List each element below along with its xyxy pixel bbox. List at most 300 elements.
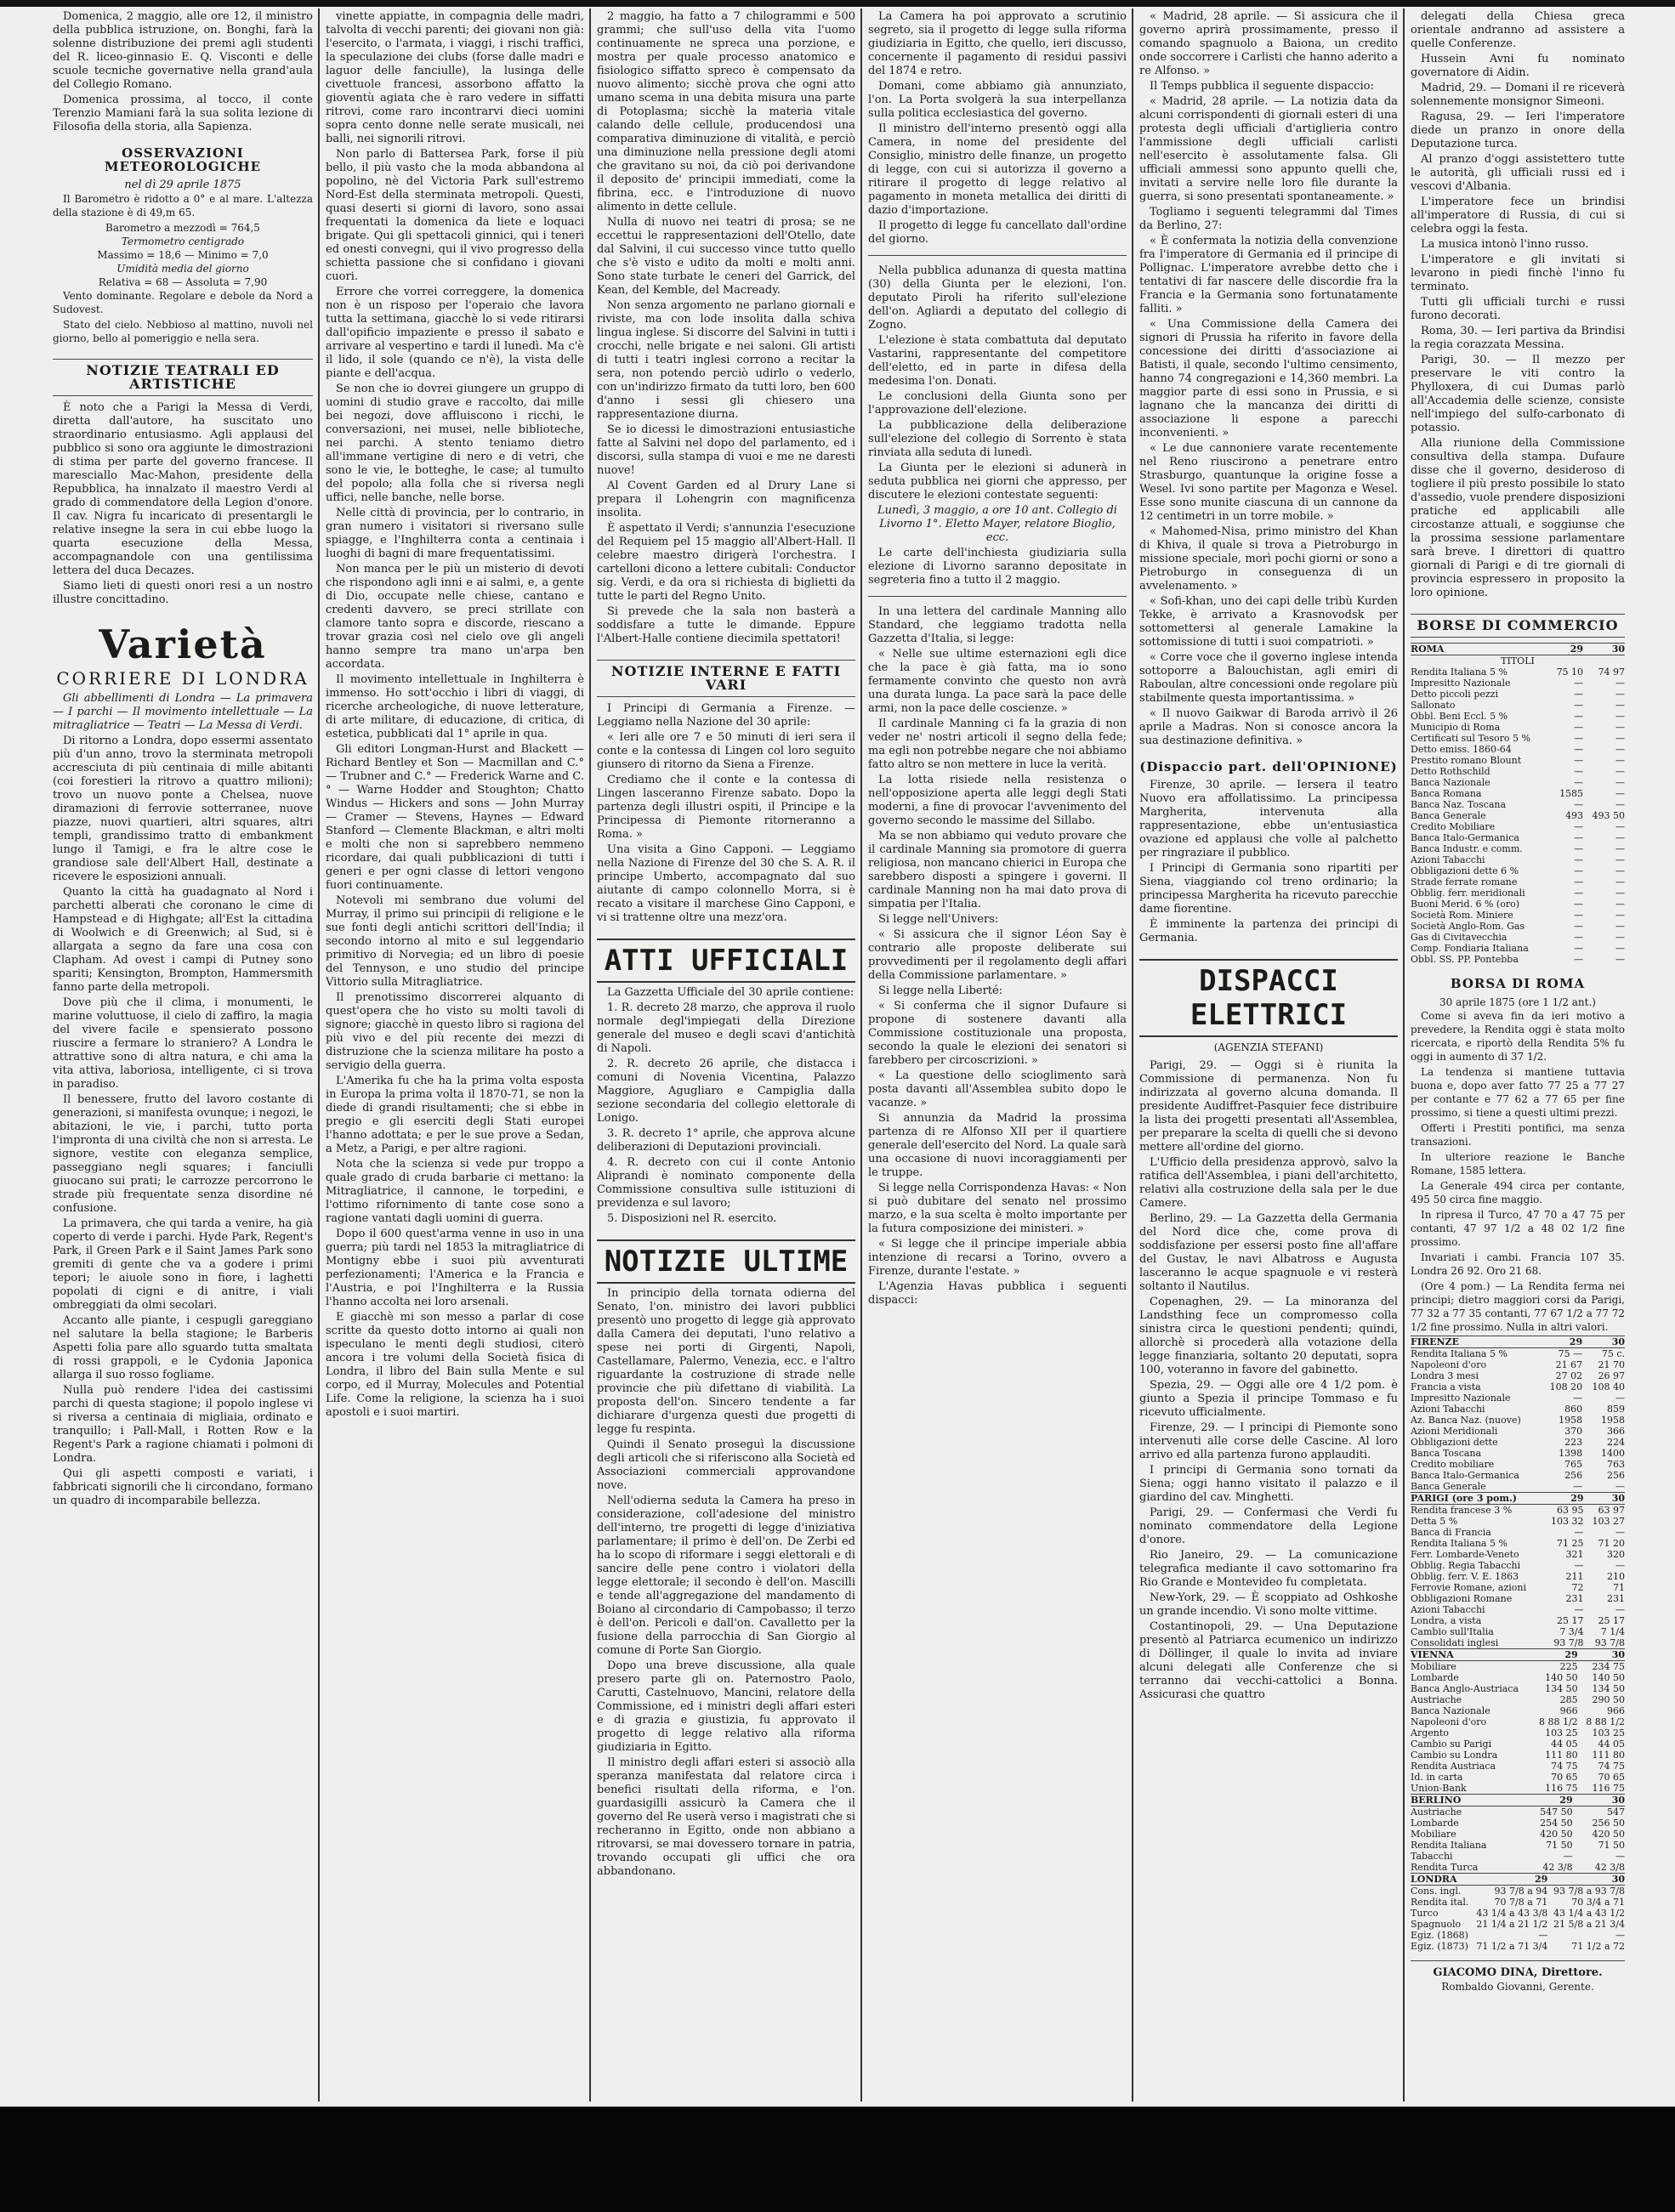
paragraph: 2 maggio, ha fatto a 7 chilogrammi e 500 grammi; che sull'uso della vita l'uomo continuamente ne spreca una porzione, e mostra per quale processo anatomico e fisiologico siffatto spreco è compensato da nuovo alimento; sicchè prova che ogni atto umano scema in una debita misura una parte di Potoplasma; sicchè la materia vitale calando delle cellule, producendosi una comparativa diminuzione di vitalità, e perciò una diminuzione nella pressione degli atomi che gravitano su noi, da ciò poi derivandone il deposito de' principii immediati, come la fibrina, ecc. e l'introduzione di nuovo alimento in dette cellule. [597,10,855,213]
table-row [1411,921,1625,932]
table-row [1411,1370,1625,1381]
table-cell: — [1574,854,1584,865]
editor-signature: GIACOMO DINA, Direttore. [1411,1960,1625,1980]
table-cell: Cambio su Parigi [1411,1738,1492,1750]
paragraph: Dove più che il clima, i monumenti, le marine voluttuose, il cielo di zaffiro, la magia del vivere facile e spensierato possono riuscire a fermare lo straniero? A Londra le attrattive sono di altra natura, e chi ama la vita attiva, laboriosa, intelligente, ci si trova in paradiso. [53,996,313,1091]
table-row [1411,1694,1625,1705]
table-cell: — [1574,954,1584,965]
table-cell: — [1563,1851,1573,1862]
paragraph: Notevoli mi sembrano due volumi del Murray, il primo sui principii di religione e le sue fonti degli antichi scrittori dell'India; il secondo intorno al mito e sul leggendario primitivo di Norvegia; ed un libro di poesie del Tennyson, e uno studio del principe Vittorio sulla Mitragliatrice. [326,894,584,989]
paragraph: I Principi di Germania sono ripartiti per Siena, viaggiando col treno ordinario; la principessa Margherita ha ricevuto parecchie dame fiorentine. [1139,862,1398,916]
table-row [1411,1481,1625,1492]
table-cell: — [1615,888,1625,899]
table-row [1411,1505,1625,1517]
table-row [1411,1727,1625,1738]
table-row [1411,1549,1625,1560]
table-cell: Banca Italo-Germanica [1411,1470,1519,1481]
table-cell: 27 02 [1555,1370,1583,1381]
table-cell: Rendita Italiana 5 % [1411,1348,1508,1359]
table-cell: Gas di Civitavecchia [1411,932,1508,943]
column-5 [1139,10,1398,2101]
table-cell: 366 [1607,1426,1625,1437]
paragraph: Domani, come abbiamo già annunziato, l'on. La Porta svolgerà la sua interpellanza sulla politica ecclesiastica del governo. [868,80,1127,120]
list-item: 5. Disposizioni nel R. esercito. [607,1212,777,1225]
table-cell: — [1574,910,1584,921]
paragraph: Il cardinale Manning ci fa la grazia di non veder ne' nostri articoli il segno della fede; ma egli non potrebbe negare che noi abbiamo fatto altro se non mettere in luce la verità. [868,717,1127,771]
paragraph: Il benessere, frutto del lavoro costante di generazioni, si manifesta ovunque; i negozi, le abitazioni, le vie, i parchi, tutto porta l'impronta di una civiltà che non si arresta. Le signore, vestite con eleganza semplice, passeggiano negli squares; i fanciulli giuocano sui prati; le carrozze percorrono le strade più frequentate senza disordine né confusione. [53,1093,313,1215]
section-subheading: (AGENZIA STEFANI) [1213,1041,1324,1053]
table-cell: — [1615,678,1625,689]
paragraph: « Madrid, 28 aprile. — La notizia data da alcuni corrispondenti di giornali esteri di una protesta degli ufficiali d'artiglieria contro l'ammissione degli ufficiali carlisti nell'esercito è assolutamente falsa. Gli ufficiali ammessi sono appunto quelli che, invitati a servire nelle loro file durante la guerra, si sono presentati spontaneamente. » [1139,95,1398,203]
paragraph: Si prevede che la sala non basterà a soddisfare a tutte le dimande. Eppure l'Albert-Halle contiene diecimila spettatori! [597,605,855,645]
paragraph: Hussein Avni fu nominato governatore di Aidin. [1411,53,1625,79]
paragraph: Parigi, 29. — Oggi si è riunita la Commissione di permanenza. Non fu indirizzata al governo alcuna domanda. Il presidente Audiffret-Pasquier fece distribuire la lista dei progetti presentati all'Assemblea, per preparare la scelta di quelli che si devono mettere all'ordine del giorno. [1139,1059,1398,1154]
table-subheader-cell: TITOLI [1501,655,1535,666]
table-cell: Banca Romana [1411,788,1482,799]
paragraph: Il prenotissimo discorrerei alquanto di quest'opera che ho visto su molti tavoli di signore; giacchè in questo libro si ragiona del più vivo e del più recente dei mezzi di distruzione che la scienza militare ha posto a servigio della guerra. [326,991,584,1072]
table-cell: 370 [1564,1426,1583,1437]
paragraph: La Camera ha poi approvato a scrutinio segreto, sia il progetto di legge sulla riforma giudiziaria in Egitto, che quello, ieri discusso, concernente il pagamento di residui passivi del 1874 e retro. [868,10,1127,77]
table-cell: Società Anglo-Rom. Gas [1411,921,1525,932]
table-cell: 134 50 [1592,1683,1625,1694]
table-row [1411,865,1625,876]
column-rule [1132,9,1133,2101]
paragraph: Il ministro dell'interno presentò oggi alla Camera, in nome del presidente del Consiglio, ministro delle finanze, un progetto di legge, con cui si autorizza il governo a ritirare il progetto di legge relativo al pagamento in moneta metallica dei diritti di dazio d'importazione. [868,122,1127,217]
table-cell: 75 c. [1601,1348,1625,1359]
table-cell: — [1574,700,1584,711]
table-cell: 21 5/8 a 21 3/4 [1553,1919,1625,1930]
table-header-cell: 30 [1547,1874,1625,1886]
column-4 [868,10,1127,2101]
table-row [1411,1908,1625,1919]
table-row [1411,1459,1625,1470]
table-cell: — [1615,1930,1625,1941]
table-row [1411,1750,1625,1761]
table-cell: 290 50 [1592,1694,1625,1705]
table-cell: Detto piccoli pezzi [1411,689,1498,700]
divider [868,255,1127,256]
table-cell: 256 [1607,1470,1625,1481]
table-cell: — [1574,799,1584,810]
table-cell: — [1574,1604,1584,1615]
table-cell: 493 [1565,810,1584,821]
paragraph: Copenaghen, 29. — La minoranza del Landsthing fece un compromesso colla sinistra circa le questioni pendenti; quindi, allorchè si procederà alla votazione della legge finanziaria, soltanto 20 deputati, sopra 100, voteranno in favore del gabinetto. [1139,1296,1398,1376]
table-cell: Impresitto Nazionale [1411,1392,1511,1404]
table-header-cell: 29 [1520,1795,1572,1806]
table-cell: — [1615,755,1625,766]
table-cell: 21 70 [1598,1359,1625,1370]
section-heading: OSSERVAZIONI METEOROLOGICHE [104,145,262,174]
table-cell: 8 88 1/2 [1538,1716,1578,1727]
table-cell: 320 [1607,1549,1625,1560]
table-cell: Obblig. ferr. V. E. 1863 [1411,1571,1519,1582]
table-row [1411,1470,1625,1481]
table-cell: — [1615,766,1625,777]
table-cell: 103 27 [1592,1516,1625,1527]
table-row [1411,1829,1625,1840]
table-row [1411,1738,1625,1750]
table-cell: Obbl. SS. PP. Pontebba [1411,954,1519,965]
table-header-row [1411,1874,1625,1886]
paragraph: « Sofi-khan, uno dei capi delle tribù Kurden Tekke, è arrivato a Krasnovodsk per sottomettersi al generale Lamakine la sottomissione di tutti i suoi compatrioti. » [1139,595,1398,649]
table-cell: Credito mobiliare [1411,1459,1495,1470]
table-cell: Turco [1411,1908,1439,1919]
paragraph: Roma, 30. — Ieri partiva da Brindisi la regia corazzata Messina. [1411,325,1625,351]
section-heading: NOTIZIE ULTIME [597,1239,855,1284]
table-cell: Rendita Italiana [1411,1840,1487,1851]
paragraph: Lunedì, 3 maggio, a ore 10 ant. Collegio di Livorno 1°. Eletto Mayer, relatore Bioglio, ecc. [877,504,1117,544]
paragraph: Una visita a Gino Capponi. — Leggiamo nella Nazione di Firenze del 30 che S. A. R. il principe Umberto, accompagnato dal suo aiutante di campo colonnello Morra, si è recato a visitare il marchese Gino Capponi, e vi si trattenne oltre una mezz'ora. [597,843,855,924]
paragraph: delegati della Chiesa greca orientale andranno ad assistere a quelle Conferenze. [1411,10,1625,50]
table-cell: 211 [1565,1571,1584,1582]
table-cell: Buoni Merid. 6 % (oro) [1411,899,1520,910]
table-cell: Banca Industr. e comm. [1411,843,1523,854]
table-cell: Rendita francese 3 % [1411,1505,1513,1516]
table-row [1411,1672,1625,1683]
paragraph: Errore che vorrei correggere, la domenica non è un risposo per l'operaio che lavora tutta la settimana, giacchè lo si vede ritirarsi dall'opificio impaziente e presso il sabato e arrivare al vespertino e tardi il lunedì. Ma c'è il lido, il sole (quando ce n'è), la vista delle piante e dell'acqua. [326,286,584,380]
table-row [1411,821,1625,832]
table-row [1411,1840,1625,1851]
table-cell: Strade ferrate romane [1411,876,1518,888]
table-cell: Detto emiss. 1860-64 [1411,744,1512,755]
table-cell: — [1574,722,1584,733]
table-cell: Società Rom. Miniere [1411,910,1513,921]
paragraph: È imminente la partenza dei principi di Germania. [1139,918,1398,944]
paragraph: Crediamo che il conte e la contessa di Lingen lasceranno Firenze sabato. Dopo la partenza degli illustri ospiti, il Principe e la Principessa di Piemonte ritorneranno a Roma. » [597,774,855,841]
paragraph: Costantinopoli, 29. — Una Deputazione presentò al Patriarca ecumenico un indirizzo di Döllinger, il quale lo invita ad inviare alcuni delegati alle Conferenze che si terranno dai vecchi-cattolici a Bonna. Assicurasi che quattro [1139,1620,1398,1701]
paragraph: Se non che io dovrei giungere un gruppo di uomini di studio grave e raccolto, dai mille bei negozi, dove affluiscono i ricchi, le conversazioni, nei musei, nelle biblioteche, nei parchi. A stento teniamo dietro all'immane vertigine di nero e di vetri, che sono le vie, le botteghe, le case; al tumulto del popolo; alla folla che si riversa negli uffici, nelle banche, nelle borse. [326,383,584,504]
table-cell: 210 [1607,1571,1625,1582]
column-rule [1403,9,1405,2101]
table-cell: 44 05 [1598,1738,1625,1750]
table-cell: Banca Toscana [1411,1448,1482,1459]
table-cell: 103 25 [1545,1727,1578,1738]
table-cell: Rendita Italiana 5 % [1411,666,1508,678]
table-cell: — [1615,1851,1625,1862]
paragraph: Invariati i cambi. Francia 107 35. Londra 26 92. Oro 21 68. [1411,1251,1625,1277]
table-cell: 71 1/2 a 72 [1571,1941,1625,1952]
table-row [1411,1615,1625,1626]
table-cell: 75 10 [1556,666,1584,678]
table-header-cell: ROMA [1411,644,1548,655]
table-header-cell: PARIGI (ore 3 pom.) [1411,1493,1542,1505]
weather-value: Barometro a mezzodì = 764,5 [105,222,260,234]
table-cell: Banca Italo-Germanica [1411,832,1519,843]
table-cell: 75 — [1558,1348,1583,1359]
table-cell: — [1615,711,1625,722]
table-cell: 7 1/4 [1600,1626,1625,1637]
paragraph: Qui gli aspetti composti e variati, i fabbricati signorili che li circondano, formano un quadro di incomparabile bellezza. [53,1467,313,1507]
table-cell: Ferr. Lombarde-Veneto [1411,1549,1519,1560]
table-cell: Mobiliare [1411,1661,1456,1672]
paragraph: È noto che a Parigi la Messa di Verdi, diretta dall'autore, ha suscitato uno straordinario entusiasmo. Agli applausi del pubblico si sono ora aggiunte le dimostrazioni di stima per parte del governo francese. Il maresciallo Mac-Mahon, presidente della Repubblica, ha innalzato il maestro Verdi al grado di commendatore della Legion d'onore. Il cav. Nigra fu incaricato di presentargli le relative insegne la sera in cui ebbe luogo la quarta esecuzione della Messa, accompagnandole con una gentilissima lettera del duca Decazes. [53,401,313,577]
table-cell: 116 75 [1592,1783,1625,1794]
weather-label: Termometro centigrado [121,235,245,247]
table-cell: Az. Banca Naz. (nuove) [1411,1415,1521,1426]
table-row [1411,832,1625,843]
section-heading: BORSE DI COMMERCIO [1411,614,1625,638]
paragraph: Di ritorno a Londra, dopo essermi assentato più d'un anno, trovo la sterminata metropoli accresciuta di più centinaia di mille abitanti (coi forestieri la ritrovo a quattro milioni); trovo un nuovo ponte a Chelsea, nuove diramazioni di ferrovie sotterranee, nuove piazze, nuovi quartieri, altri squares, altri templi, grandissimo tratto di embankment lungo il Tamigi, e fra le altre cose le grandiose sale dell'Albert Hall, destinate a ricevere le esposizioni annuali. [53,734,313,883]
table-cell: — [1574,766,1584,777]
paragraph: La pubblicazione della deliberazione sull'elezione del collegio di Sorrento è stata rinviata alla seduta di lunedì. [868,419,1127,459]
paragraph: Ma se non abbiamo qui veduto provare che il cardinale Manning sia promotore di guerra religiosa, non mancano chierici in Europa che sarebbero disposti a spingere i governi. Il cardinale Manning non ha mai dato prova di simpatia per l'Italia. [868,830,1127,910]
divider [868,596,1127,597]
table-row [1411,1560,1625,1571]
paragraph: In ripresa il Turco, 47 70 a 47 75 per contanti, 47 97 1/2 a 48 02 1/2 fine prossimo. [1411,1209,1625,1248]
table-cell: Egiz. (1873) [1411,1941,1468,1952]
table-cell: — [1615,733,1625,744]
table-cell: Obbligazioni dette 6 % [1411,865,1519,876]
table-row [1411,1783,1625,1794]
table-cell: 44 05 [1551,1738,1578,1750]
table-cell: Rendita Turca [1411,1862,1479,1873]
table-cell: — [1615,1392,1625,1404]
table-row [1411,888,1625,899]
paragraph: Il Barometro è ridotto a 0° e al mare. L'altezza della stazione è di 49,m 65. [53,193,313,218]
table-row [1411,777,1625,788]
column-rule [589,9,591,2101]
paragraph: Nell'odierna seduta la Camera ha preso in considerazione, coll'adesione del ministro dell'interno, tre progetti di legge d'iniziativa parlamentare; il primo è dell'on. De Zerbi ed ha lo scopo di riformare i seggi elettorali e di sancire delle pene contro i violatori della legge elettorale; il secondo è dell'on. Mascilli e tende all'aggregazione del mandamento di Boiano al circondario di Campobasso; il terzo è dell'on. Pericoli e dall'on. Cavalletto per la fusione della parrocchia di San Giorgio al comune di Porte San Giorgio. [597,1495,855,1657]
table-cell: — [1573,1392,1583,1404]
table-cell: — [1615,832,1625,843]
table-row [1411,755,1625,766]
paragraph: L'Ufficio della presidenza approvò, salvo la ratifica dell'Assemblea, i piani dell'architetto, relativi alla costruzione della sala per le due Camere. [1139,1156,1398,1210]
table-row [1411,876,1625,888]
paragraph: Offerti i Prestiti pontifici, ma senza transazioni. [1411,1122,1625,1148]
top-rule [0,0,1675,7]
paragraph: Nulla di nuovo nei teatri di prosa; se ne eccettui le rappresentazioni dell'Otello, date dal Salvini, il cui successo vince tutto quello che s'è visto e udito da molti e molti anni. Sono state turbate le ceneri del Garrick, del Kean, del Kemble, del Macready. [597,216,855,297]
table-header-cell: 30 [1582,1336,1625,1348]
table-cell: — [1574,888,1584,899]
table-row [1411,1626,1625,1637]
table-cell: 93 7/8 [1594,1637,1625,1648]
table-row [1411,678,1625,689]
table-header-row [1411,644,1625,655]
table-cell: — [1574,876,1584,888]
paragraph: In ulteriore reazione le Banche Romane, 1585 lettera. [1411,1151,1625,1177]
table-cell: Argento [1411,1727,1449,1738]
table-cell: 763 [1607,1459,1625,1470]
table-cell: Obblig. Regia Tabacchi [1411,1560,1521,1571]
table-row [1411,910,1625,921]
table-header-cell: 30 [1578,1649,1625,1661]
paragraph: « Si conferma che il signor Dufaure si propone di sostenere davanti alla Commissione costituzionale una proposta, secondo la quale le elezioni dei senatori si farebbero per circoscrizioni. » [868,1000,1127,1067]
table-row [1411,1426,1625,1437]
table-cell: 111 80 [1592,1750,1625,1761]
table-row [1411,788,1625,799]
table-cell: 25 17 [1598,1615,1625,1626]
table-cell: Spagnuolo [1411,1919,1462,1930]
paragraph: Dopo una breve discussione, alla quale presero parte gli on. Paternostro Paolo, Carutti, Castelnuovo, Mancini, relatore della Commissione, ed i ministri degli affari esteri e di grazia e giustizia, fu approvato il progetto di legge relativo alla riforma giudiziaria in Egitto. [597,1659,855,1754]
table-cell: 43 1/4 a 43 3/8 [1476,1908,1548,1919]
table-cell: — [1574,943,1584,954]
paragraph: Vento dominante. Regolare e debole da Nord a Sudovest. [53,290,313,315]
table-cell: 765 [1564,1459,1583,1470]
paragraph: La musica intonò l'inno russo. [1421,238,1589,251]
weather-value: Massimo = 18,6 — Minimo = 7,0 [97,249,269,261]
table-cell: 116 75 [1545,1783,1578,1794]
table-cell: 103 25 [1592,1727,1625,1738]
table-cell: 63 97 [1598,1505,1625,1516]
table-cell: — [1615,1560,1625,1571]
paragraph: Come si aveva fin da ieri motivo a prevedere, la Rendita oggi è stata molto ricercata, e riportò della Rendita 5% fu oggi in aumento di 37 1/2. [1411,1010,1625,1063]
table-cell: 1400 [1601,1448,1625,1459]
paragraph: Le conclusioni della Giunta sono per l'approvazione dell'elezione. [868,390,1127,417]
table-cell: — [1574,1527,1584,1538]
table-cell: 859 [1607,1404,1625,1415]
table-cell: 231 [1607,1593,1625,1604]
stock-table-roma [1411,643,1625,965]
table-cell: Credito Mobiliare [1411,821,1496,832]
table-cell: 1398 [1559,1448,1583,1459]
table-cell: 42 3/8 [1542,1862,1573,1873]
paragraph: La primavera, che qui tarda a venire, ha già coperto di verde i parchi. Hyde Park, Regent's Park, il Green Park e il Saint James Park sono gremiti di gente che va a godere i primi tepori; le aiuole sono in fiore, i laghetti popolati di cigni e di anitre, i viali ombreggiati da olmi secolari. [53,1217,313,1312]
paragraph: « Corre voce che il governo inglese intenda sottoporre a Balouchistan, agli emiri di Raboulan, altre concessioni onde regolare più stabilmente questa importantissima. » [1139,651,1398,705]
paragraph: Si legge nell'Univers: [878,913,999,926]
table-cell: Prestito romano Blount [1411,755,1522,766]
table-cell: 420 50 [1540,1829,1573,1840]
paragraph: Il Temps pubblica il seguente dispaccio: [1150,80,1374,93]
table-cell: Banca Nazionale [1411,1705,1490,1716]
paragraph: Nelle città di provincia, per lo contrario, in gran numero i visitatori si riversano sulle spiagge, e l'Inghilterra conta a centinaia i luoghi di bagni di mare frequentatissimi. [326,507,584,560]
table-cell: — [1574,777,1584,788]
paragraph: Alla riunione della Commissione consultiva della stampa. Dufaure disse che il governo, desideroso di togliere il più presto possibile lo stato d'assedio, vuole prendere disposizioni pratiche ed applicabili alle circostanze attuali, e soggiunse che la prossima sessione parlamentare sarà breve. I direttori di quattro giornali di Parigi e di tre giornali di provincia espressero in proposito la loro opinione. [1411,437,1625,599]
table-cell: 547 [1607,1806,1625,1818]
section-heading: DISPACCI ELETTRICI [1139,959,1398,1037]
table-header-cell: FIRENZE [1411,1336,1540,1348]
table-header-cell: VIENNA [1411,1649,1530,1661]
table-cell: — [1615,876,1625,888]
table-cell: 860 [1564,1404,1583,1415]
paragraph: Nulla può rendere l'idea dei castissimi parchi di questa stagione; il popolo inglese vi si riversa a centinaia di migliaia, ordinato e tranquillo; i Pall-Mall, i Rotten Row e la Regent's Park a ragione chiamati i polmoni di Londra. [53,1384,313,1465]
table-row [1411,1941,1625,1952]
table-cell: 71 50 [1598,1840,1625,1851]
table-cell: Banca Anglo-Austriaca [1411,1683,1519,1694]
table-row [1411,1818,1625,1829]
paragraph: Spezia, 29. — Oggi alle ore 4 1/2 pom. è giunto a Spezia il principe Tommaso e fu ricevuto ufficialmente. [1139,1379,1398,1419]
table-row [1411,899,1625,910]
table-cell: 71 1/2 a 71 3/4 [1476,1941,1548,1952]
table-row [1411,1404,1625,1415]
table-header-cell: 29 [1471,1874,1548,1886]
paragraph: Non parlo di Battersea Park, forse il più bello, il più vasto che la moda abbandona al popolino, nè del Victoria Park sull'estremo Nord-Est della sterminata metropoli. Questi, quasi deserti si giorni di lavoro, sono assai frequentati la domenica da liete e loquaci brigate. Qui gli spettacoli ginnici, qui i teneri ed onesti convegni, qui il vivo progresso della schietta passione che si confidano i giovani cuori. [326,148,584,283]
paragraph: « La questione dello scioglimento sarà posta davanti all'Assemblea subito dopo le vacanze. » [868,1069,1127,1109]
table-cell: Municipio di Roma [1411,722,1501,733]
table-cell: — [1615,689,1625,700]
table-cell: 70 3/4 a 71 [1571,1897,1625,1908]
table-cell: 70 65 [1598,1772,1625,1783]
table-row [1411,1862,1625,1873]
table-row [1411,689,1625,700]
paragraph: Gli abbellimenti di Londra — La primavera — I parchi — Il movimento intellettuale — La mitragliatrice — Teatri — La Messa di Verdi. [53,692,313,732]
paragraph: Parigi, 30. — Il mezzo per preservare le viti contro la Phylloxera, di cui Dumas parlò all'Accademia delle scienze, consiste nell'impiego del sulfo-carbonato di potassio. [1411,354,1625,434]
table-cell: 43 1/4 a 43 1/2 [1553,1908,1625,1919]
table-cell: — [1615,865,1625,876]
table-cell: 140 50 [1545,1672,1578,1683]
table-cell: Banca di Francia [1411,1527,1491,1538]
table-cell: — [1574,1560,1584,1571]
table-header-cell: 29 [1540,1336,1582,1348]
table-row [1411,1886,1625,1897]
table-cell: — [1615,932,1625,943]
paragraph: In una lettera del cardinale Manning allo Standard, che leggiamo tradotta nella Gazzetta d'Italia, si legge: [868,605,1127,645]
paragraph: Dopo il 600 quest'arma venne in uso in una guerra; più tardi nel 1853 la mitragliatrice di Montigny ebbe i suoi più avventurati perfezionamenti; l'America e la Francia e l'Austria, e poi l'Inghilterra e la Russia l'hanno accolta nei loro arsenali. [326,1228,584,1308]
paragraph: Nella pubblica adunanza di questa mattina (30) della Giunta per le elezioni, l'on. deputato Piroli ha riferito sull'elezione dell'on. Agliardi a deputato del collegio di Zogno. [868,264,1127,332]
table-cell: 225 [1559,1661,1578,1672]
table-cell: Francia a vista [1411,1381,1481,1392]
table-cell: Detto Rothschild [1411,766,1490,777]
table-cell: 493 50 [1592,810,1625,821]
table-row [1411,1527,1625,1538]
section-heading: NOTIZIE INTERNE E FATTI VARI [597,660,855,697]
table-header-cell: 29 [1548,644,1583,655]
table-cell: Obblig. ferr. meridionali [1411,888,1525,899]
paragraph: L'imperatore e gli invitati si levarono in piedi finchè l'inno fu terminato. [1411,253,1625,293]
table-header-cell: 29 [1542,1493,1583,1505]
table-cell: Rendita ital. [1411,1897,1469,1908]
table-header-row [1411,1336,1625,1348]
paragraph: Al Covent Garden ed al Drury Lane si prepara il Lohengrin con magnificenza insolita. [597,479,855,519]
table-row [1411,1348,1625,1360]
table-row [1411,711,1625,722]
table-cell: Impresitto Nazionale [1411,678,1511,689]
paragraph: « Le due cannoniere varate recentemente nel Reno riuscirono a penetrare entro Strasburgo, quantunque la origine fosse a Wesel. Ivi sono partite per Magonza e Wesel. Esse sono munite ciascuna di un cannone da 12 centimetri in un torre mobile. » [1139,442,1398,523]
paragraph: Domenica prossima, al tocco, il conte Terenzio Mamiani farà la sua solita lezione di Filosofia della storia, alla Sapienza. [53,94,313,133]
table-row [1411,1851,1625,1862]
table-cell: 71 25 [1557,1538,1584,1549]
table-cell: Comp. Fondiaria Italiana [1411,943,1529,954]
paragraph: Nota che la scienza si vede pur troppo a quale grado di cruda barbarie ci mettano: la Mitragliatrice, il cannone, le torpedini, e l'ottimo rifornimento di tante cose sono a ragione vantati dagli uomini di guerra. [326,1158,584,1225]
paragraph: Firenze, 29. — I principi di Piemonte sono intervenuti alle corse delle Cascine. Al loro arrivo ed alla partenza furono applauditi. [1139,1421,1398,1461]
table-row [1411,810,1625,821]
table-cell: Mobiliare [1411,1829,1456,1840]
table-cell: 223 [1564,1437,1583,1448]
table-cell: 71 20 [1598,1538,1625,1549]
table-cell: Rendita Austriaca [1411,1761,1496,1772]
list-item: 1. R. decreto 28 marzo, che approva il ruolo normale degl'impiegati della Direzione generale del museo e degli scavi d'antichità di Napoli. [597,1001,855,1055]
table-row [1411,943,1625,954]
paragraph: Siamo lieti di questi onori resi a un nostro illustre concittadino. [53,580,313,606]
paragraph: Non senza argomento ne parlano giornali e riviste, ma con lode insolita dalla schiva lingua inglese. Si discorre del Salvini in tutti i crocchi, nelle brigate e nei saloni. Gli artisti di tutti i teatri inglesi corrono a recitar la sera, non potendo perciò udirlo o vederlo, con un'indirizzo firmato da tutti loro, ben 600 d'anno i sessi gli chiesero una rappresentazione diurna. [597,299,855,421]
bottom-band [0,2107,1675,2212]
table-cell: 966 [1607,1705,1625,1716]
table-cell: Egiz. (1868) [1411,1930,1468,1941]
table-cell: 70 7/8 a 71 [1494,1897,1548,1908]
paragraph: « Il nuovo Gaikwar di Baroda arrivò il 26 aprile a Madras. Non si conosce ancora la sua destinazione definitiva. » [1139,707,1398,747]
table-cell: Obbligazioni dette [1411,1437,1498,1448]
paragraph: La Generale 494 circa per contante, 495 50 circa fine maggio. [1411,1180,1625,1205]
table-cell: 1958 [1559,1415,1583,1426]
table-header-cell: LONDRA [1411,1874,1471,1886]
paragraph: « È confermata la notizia della convenzione fra l'imperatore di Germania ed il principe di Pollignac. L'imperatore avrebbe detto che i tentativi di far nascere delle discordie fra la Francia e la Germania sono fortunatamente falliti. » [1139,235,1398,315]
table-cell: Banca Generale [1411,1481,1486,1492]
table-row [1411,1604,1625,1615]
table-cell: 7 3/4 [1559,1626,1584,1637]
table-cell: — [1615,799,1625,810]
manager-signature: Rombaldo Giovanni, Gerente. [1441,1981,1594,1993]
paragraph: Si legge nella Corrispondenza Havas: « Non si può dubitare del senato nel prossimo marzo, e la sua scelta è molto importante per la futura composizione dei ministeri. » [868,1182,1127,1235]
table-cell: — [1574,843,1584,854]
paragraph: « Ieri alle ore 7 e 50 minuti di ieri sera il conte e la contessa di Lingen col loro seguito giunsero di ritorno da Siena a Firenze. [597,731,855,771]
section-heading: ATTI UFFICIALI [597,939,855,983]
paragraph: Domenica, 2 maggio, alle ore 12, il ministro della pubblica istruzione, on. Bonghi, farà la solenne distribuzione dei premi agli studenti del R. liceo-ginnasio E. Q. Visconti e delle scuole tecniche governative nella grand'aula del Collegio Romano. [53,10,313,91]
paragraph: Tutti gli ufficiali turchi e russi furono decorati. [1411,296,1625,322]
table-header-cell: 30 [1583,644,1625,655]
table-cell: 93 7/8 a 94 [1494,1886,1548,1897]
table-cell: — [1615,921,1625,932]
paragraph: I principi di Germania sono tornati da Siena; oggi hanno visitato il palazzo e il giardino del cav. Minghetti. [1139,1464,1398,1504]
table-cell: Londra, a vista [1411,1615,1482,1626]
